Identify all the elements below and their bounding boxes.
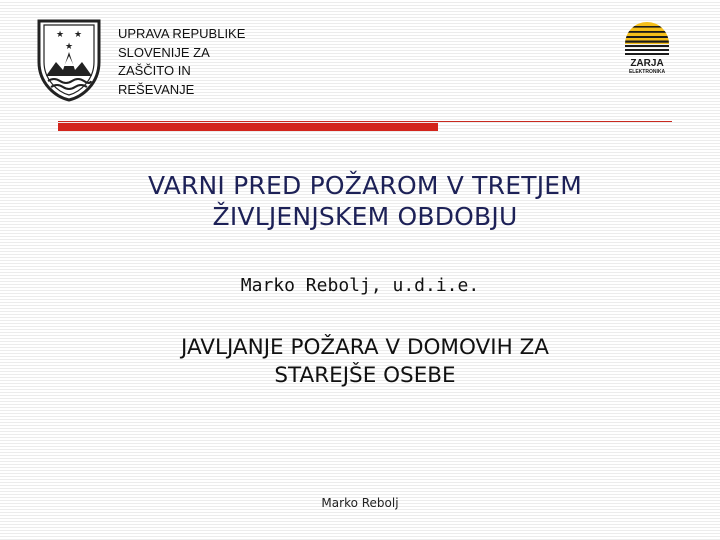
svg-text:★: ★ — [64, 42, 74, 52]
svg-text:★: ★ — [73, 30, 83, 40]
agency-name-line-4: REŠEVANJE — [118, 81, 195, 97]
slide-title — [60, 170, 670, 232]
agency-name-line-1: UPRAVA REPUBLIKE — [118, 26, 246, 41]
header-divider-thick — [58, 123, 438, 131]
zarja-logo-subtext: ELEKTRONIKA — [628, 69, 666, 75]
author-name: Marko Rebolj, u.d.i.e. — [240, 275, 480, 296]
agency-name — [118, 25, 318, 99]
slide-subtitle — [60, 334, 670, 390]
slide-subtitle-line-1: JAVLJANJE POŽARA V DOMOVIH ZA — [180, 335, 550, 360]
header-divider-thin — [58, 121, 672, 122]
agency-name-line-3: ZAŠČITO IN — [118, 63, 191, 78]
zarja-logo-text: ZARJA — [630, 58, 664, 69]
agency-name-line-2: SLOVENIJE ZA — [118, 44, 210, 60]
svg-text:★: ★ — [55, 30, 65, 40]
slide-title-line-1: VARNI PRED POŽAROM V TRETJEM — [147, 171, 583, 200]
slide-title-line-2: ŽIVLJENJSKEM OBDOBJU — [212, 202, 518, 231]
slovenia-coat-of-arms-icon — [36, 18, 102, 102]
footer-author: Marko Rebolj — [321, 496, 399, 510]
slide-subtitle-line-2: STAREJŠE OSEBE — [274, 363, 456, 388]
zarja-elektronika-logo — [622, 18, 672, 76]
